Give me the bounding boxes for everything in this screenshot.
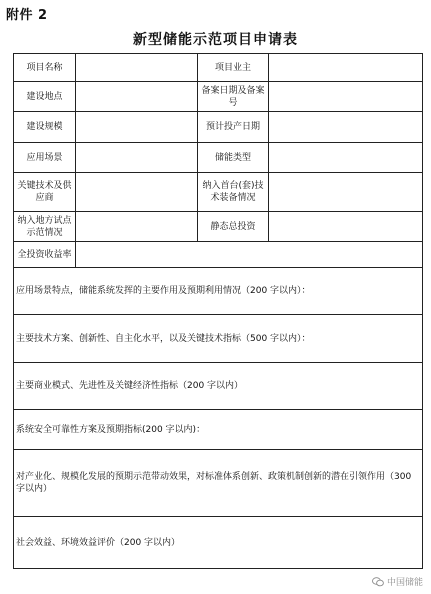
table-row [14,363,423,410]
total-investment-yield-field[interactable] [76,242,423,268]
section-technical-scheme[interactable]: 主要技术方案、创新性、自主化水平，以及关键技术指标（500 字以内）： [14,315,423,363]
label-total-investment-yield: 全投资收益率 [14,242,76,268]
form-title: 新型储能示范项目申请表 [133,32,298,48]
table-row [14,112,423,143]
label-construction-scale: 建设规模 [14,112,76,143]
watermark [372,575,423,588]
section-scenario-features[interactable]: 应用场景特点，储能系统发挥的主要作用及预期利用情况（200 字以内）： [14,268,423,315]
label-filing-date-number: 备案日期及备案号 [198,82,269,112]
storage-type-field[interactable] [269,143,423,173]
table-row [14,315,423,363]
key-tech-supplier-field[interactable] [76,173,198,212]
project-owner-field[interactable] [269,54,423,82]
static-investment-field[interactable] [269,212,423,242]
label-project-name: 项目名称 [14,54,76,82]
label-local-pilot: 纳入地方试点示范情况 [14,212,76,242]
label-construction-site: 建设地点 [14,82,76,112]
label-expected-commissioning: 预计投产日期 [198,112,269,143]
section-social-environmental-benefit[interactable]: 社会效益、环境效益评价（200 字以内） [14,517,423,569]
application-form-table [13,53,423,569]
table-row [14,143,423,173]
expected-commissioning-field[interactable] [269,112,423,143]
label-static-investment: 静态总投资 [198,212,269,242]
table-row [14,82,423,112]
table-row [14,173,423,212]
first-set-equipment-field[interactable] [269,173,423,212]
table-row [14,54,423,82]
section-business-model[interactable]: 主要商业模式、先进性及关键经济性指标（200 字以内） [14,363,423,410]
section-safety-reliability[interactable]: 系统安全可靠性方案及预期指标(200 字以内)： [14,410,423,450]
table-row [14,517,423,569]
construction-scale-field[interactable] [76,112,198,143]
section-demonstration-effect[interactable]: 对产业化、规模化发展的预期示范带动效果，对标准体系创新、政策机制创新的潜在引领作用（300 字以内） [14,450,423,517]
table-row [14,268,423,315]
table-row [14,450,423,517]
table-row [14,242,423,268]
attachment-label: 附件 2 [6,8,48,23]
construction-site-field[interactable] [76,82,198,112]
label-project-owner: 项目业主 [198,54,269,82]
table-row [14,410,423,450]
application-scenario-field[interactable] [76,143,198,173]
label-key-tech-supplier: 关键技术及供应商 [14,173,76,212]
wechat-icon [372,577,384,587]
label-first-set-equipment: 纳入首台(套)技术装备情况 [198,173,269,212]
label-storage-type: 储能类型 [198,143,269,173]
watermark-text: 中国储能 [386,578,423,588]
local-pilot-field[interactable] [76,212,198,242]
table-row [14,212,423,242]
filing-date-number-field[interactable] [269,82,423,112]
project-name-field[interactable] [76,54,198,82]
label-application-scenario: 应用场景 [14,143,76,173]
